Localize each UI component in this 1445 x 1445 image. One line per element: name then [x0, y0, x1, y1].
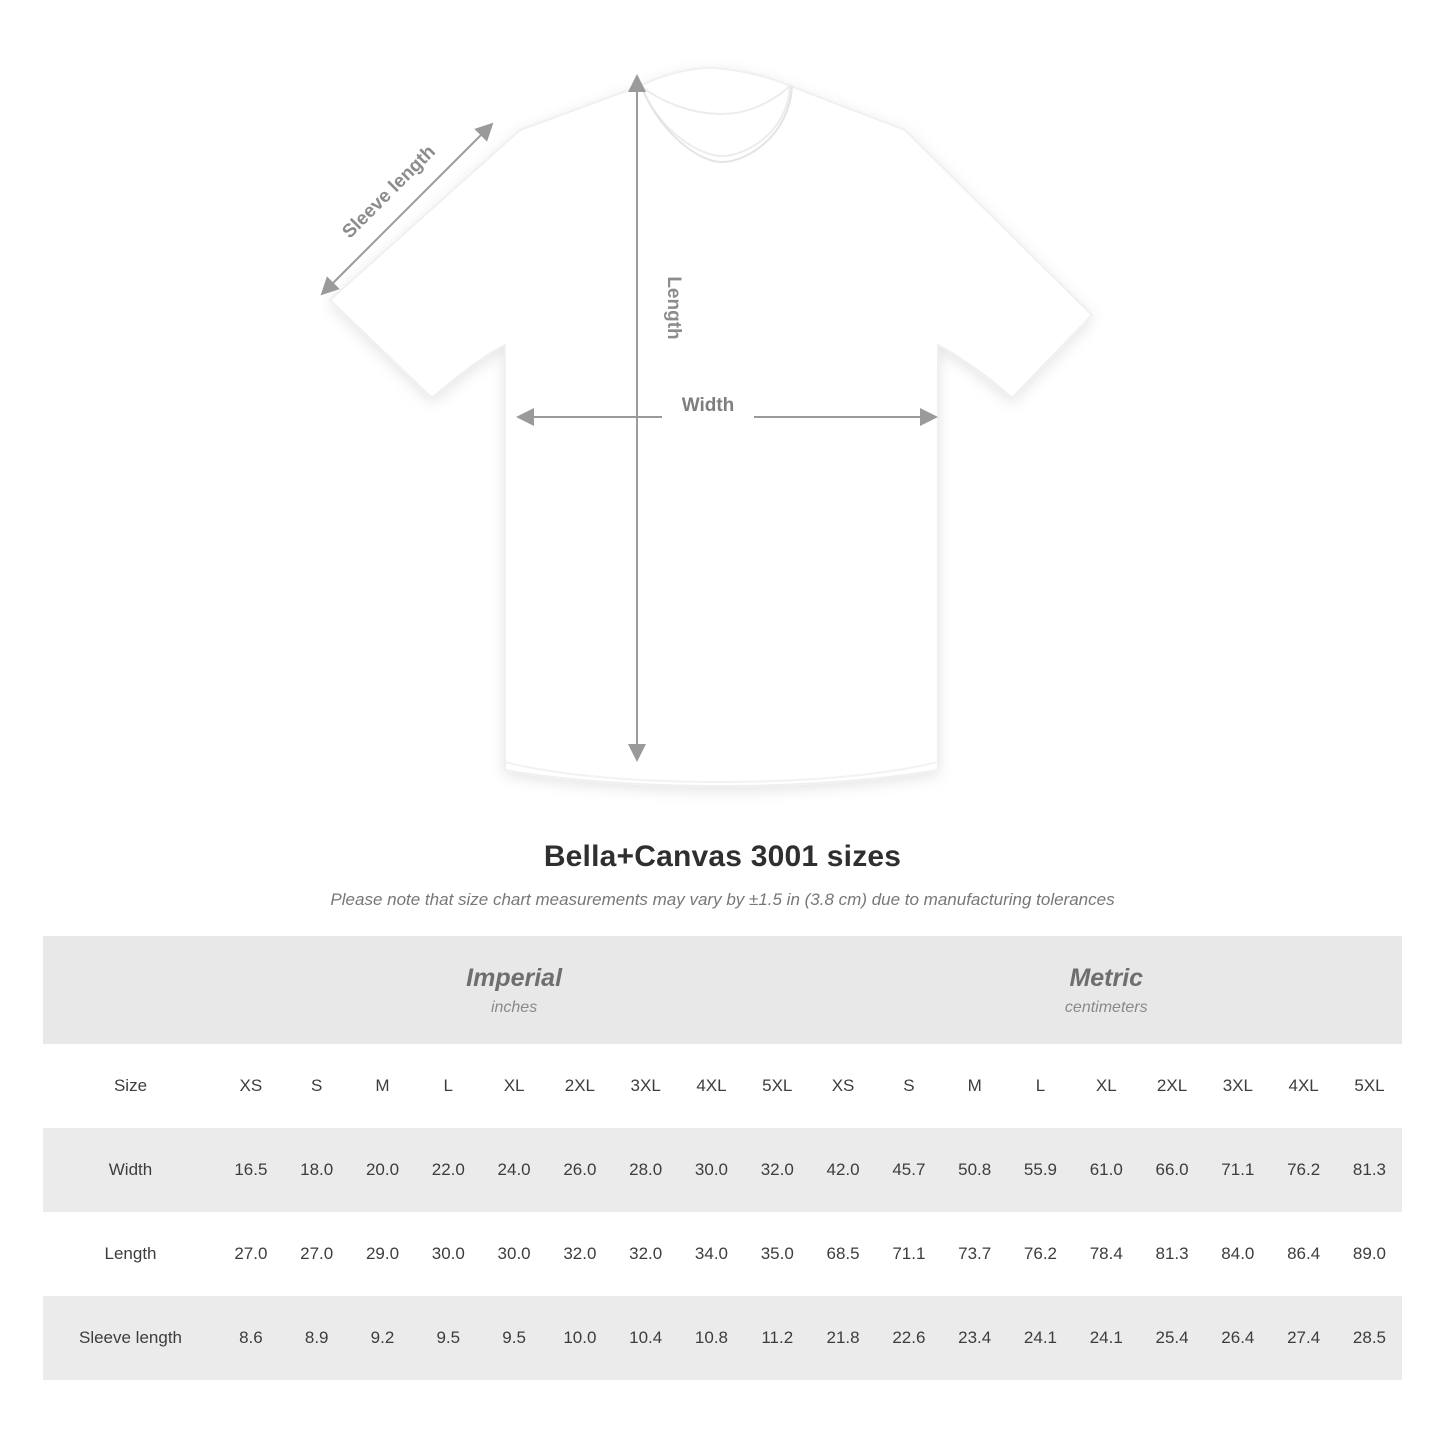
header-size-m-metric: M — [942, 1044, 1008, 1128]
size-table-wrapper — [43, 936, 1402, 1380]
table-row — [43, 1212, 1402, 1296]
header-size-s-metric: S — [876, 1044, 942, 1128]
cell-width-9: 42.0 — [810, 1128, 876, 1212]
cell-sleeve-8: 11.2 — [744, 1296, 810, 1380]
cell-length-10: 71.1 — [876, 1212, 942, 1296]
cell-sleeve-2: 9.2 — [350, 1296, 416, 1380]
cell-width-5: 26.0 — [547, 1128, 613, 1212]
cell-sleeve-5: 10.0 — [547, 1296, 613, 1380]
header-size-m-imperial: M — [350, 1044, 416, 1128]
cell-length-9: 68.5 — [810, 1212, 876, 1296]
cell-width-2: 20.0 — [350, 1128, 416, 1212]
cell-sleeve-3: 9.5 — [415, 1296, 481, 1380]
size-table — [43, 936, 1402, 1380]
header-size-xs-imperial: XS — [218, 1044, 284, 1128]
cell-length-13: 78.4 — [1073, 1212, 1139, 1296]
cell-length-8: 35.0 — [744, 1212, 810, 1296]
cell-width-13: 61.0 — [1073, 1128, 1139, 1212]
cell-sleeve-14: 25.4 — [1139, 1296, 1205, 1380]
header-size-l-metric: L — [1008, 1044, 1074, 1128]
row-label-length: Length — [43, 1212, 218, 1296]
cell-sleeve-0: 8.6 — [218, 1296, 284, 1380]
header-size-5xl-imperial: 5XL — [744, 1044, 810, 1128]
cell-width-15: 71.1 — [1205, 1128, 1271, 1212]
cell-length-6: 32.0 — [613, 1212, 679, 1296]
cell-sleeve-11: 23.4 — [942, 1296, 1008, 1380]
cell-width-4: 24.0 — [481, 1128, 547, 1212]
cell-width-7: 30.0 — [679, 1128, 745, 1212]
cell-width-6: 28.0 — [613, 1128, 679, 1212]
table-header-row — [43, 1044, 1402, 1128]
unit-header-spacer — [43, 936, 218, 1044]
header-size-5xl-metric: 5XL — [1337, 1044, 1403, 1128]
cell-width-10: 45.7 — [876, 1128, 942, 1212]
cell-width-16: 76.2 — [1271, 1128, 1337, 1212]
cell-sleeve-13: 24.1 — [1073, 1296, 1139, 1380]
unit-imperial-name: Imperial — [466, 964, 563, 993]
unit-metric-sub: centimeters — [1064, 998, 1148, 1016]
cell-sleeve-16: 27.4 — [1271, 1296, 1337, 1380]
header-size-xs-metric: XS — [810, 1044, 876, 1128]
table-row — [43, 1128, 1402, 1212]
cell-width-11: 50.8 — [942, 1128, 1008, 1212]
header-size-4xl-imperial: 4XL — [679, 1044, 745, 1128]
cell-width-14: 66.0 — [1139, 1128, 1205, 1212]
cell-length-3: 30.0 — [415, 1212, 481, 1296]
cell-sleeve-9: 21.8 — [810, 1296, 876, 1380]
unit-header-metric — [810, 936, 1402, 1044]
unit-imperial-sub: inches — [490, 998, 538, 1016]
cell-sleeve-12: 24.1 — [1008, 1296, 1074, 1380]
table-row — [43, 1296, 1402, 1380]
cell-length-2: 29.0 — [350, 1212, 416, 1296]
header-size-2xl-metric: 2XL — [1139, 1044, 1205, 1128]
cell-length-16: 86.4 — [1271, 1212, 1337, 1296]
cell-width-8: 32.0 — [744, 1128, 810, 1212]
cell-width-17: 81.3 — [1337, 1128, 1403, 1212]
header-size-3xl-metric: 3XL — [1205, 1044, 1271, 1128]
header-size-xl-metric: XL — [1073, 1044, 1139, 1128]
cell-width-1: 18.0 — [284, 1128, 350, 1212]
header-size-l-imperial: L — [415, 1044, 481, 1128]
cell-sleeve-6: 10.4 — [613, 1296, 679, 1380]
cell-width-12: 55.9 — [1008, 1128, 1074, 1212]
header-size-3xl-imperial: 3XL — [613, 1044, 679, 1128]
cell-sleeve-10: 22.6 — [876, 1296, 942, 1380]
cell-sleeve-7: 10.8 — [679, 1296, 745, 1380]
cell-width-0: 16.5 — [218, 1128, 284, 1212]
tolerance-note: Please note that size chart measurements may vary by ±1.5 in (3.8 cm) due to manufacturing tolerances — [330, 890, 1115, 909]
cell-sleeve-15: 26.4 — [1205, 1296, 1271, 1380]
cell-length-1: 27.0 — [284, 1212, 350, 1296]
cell-sleeve-17: 28.5 — [1337, 1296, 1403, 1380]
cell-length-14: 81.3 — [1139, 1212, 1205, 1296]
tshirt-shape — [330, 68, 1092, 786]
cell-length-15: 84.0 — [1205, 1212, 1271, 1296]
unit-header-row — [43, 936, 1402, 1044]
page-title: Bella+Canvas 3001 sizes — [543, 840, 902, 873]
cell-width-3: 22.0 — [415, 1128, 481, 1212]
title-block — [0, 840, 1445, 910]
cell-length-5: 32.0 — [547, 1212, 613, 1296]
cell-length-12: 76.2 — [1008, 1212, 1074, 1296]
length-label: Length — [663, 276, 684, 340]
cell-length-11: 73.7 — [942, 1212, 1008, 1296]
cell-sleeve-1: 8.9 — [284, 1296, 350, 1380]
row-label-width: Width — [43, 1128, 218, 1212]
header-size-4xl-metric: 4XL — [1271, 1044, 1337, 1128]
cell-length-4: 30.0 — [481, 1212, 547, 1296]
header-size-2xl-imperial: 2XL — [547, 1044, 613, 1128]
row-label-sleeve-length: Sleeve length — [43, 1296, 218, 1380]
header-size-label: Size — [43, 1044, 218, 1128]
unit-header-imperial — [218, 936, 810, 1044]
width-label: Width — [681, 395, 735, 416]
sleeve-length-label: Sleeve length — [338, 141, 440, 243]
header-size-s-imperial: S — [284, 1044, 350, 1128]
header-size-xl-imperial: XL — [481, 1044, 547, 1128]
cell-sleeve-4: 9.5 — [481, 1296, 547, 1380]
cell-length-17: 89.0 — [1337, 1212, 1403, 1296]
cell-length-0: 27.0 — [218, 1212, 284, 1296]
cell-length-7: 34.0 — [679, 1212, 745, 1296]
unit-metric-name: Metric — [1069, 964, 1144, 993]
